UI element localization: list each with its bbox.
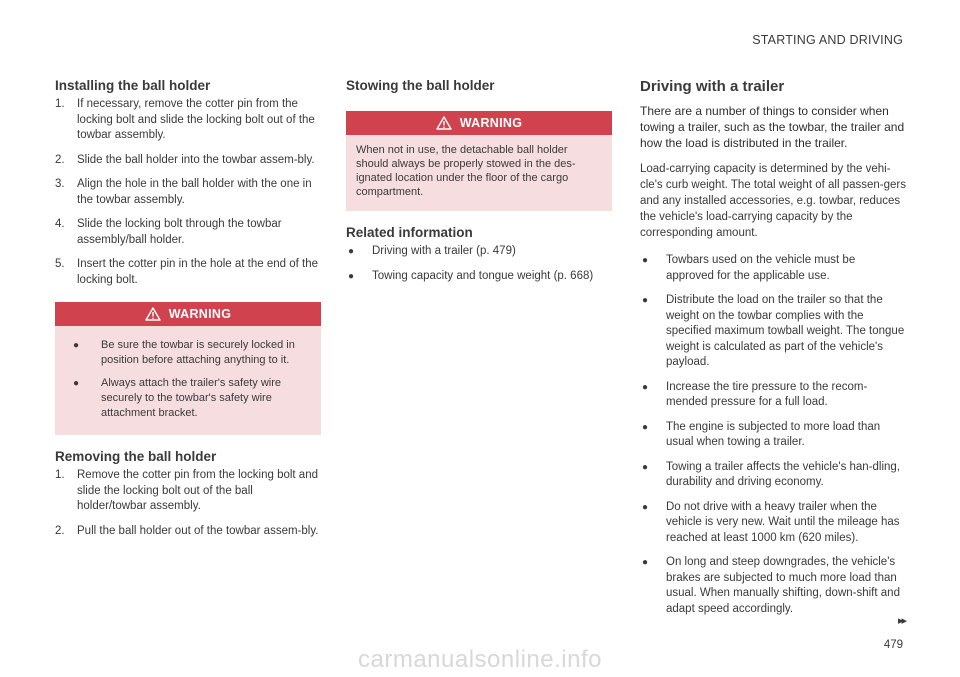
- section-title: STARTING AND DRIVING: [752, 33, 903, 47]
- driving-paragraph: Load-carrying capacity is determined by the vehi-cle's curb weight. The total weight of all passen-gers and any installed accessories, e.g. towbar, reduces the vehicle's load-carrying capacity by the corresponding amount.: [640, 163, 906, 239]
- warning-triangle-icon: [436, 116, 452, 130]
- driving-bullet-text: Towbars used on the vehicle must be approved for the applicable use.: [666, 254, 856, 282]
- list-item: [55, 177, 321, 208]
- list-item: [55, 217, 321, 248]
- related-heading: Related information: [346, 225, 473, 240]
- warning-label: WARNING: [459, 116, 523, 130]
- step-number: 4.: [55, 218, 65, 230]
- watermark: carmanualsonline.info: [358, 646, 602, 673]
- list-item: [55, 97, 321, 144]
- bullet-dot: ●: [73, 378, 80, 389]
- warning-body: [55, 326, 321, 435]
- step-number: 3.: [55, 178, 65, 190]
- step-number: 2.: [55, 153, 65, 166]
- stowing-heading: Stowing the ball holder: [346, 78, 495, 93]
- warning-item-text: Always attach the trailer's safety wire securely to the towbar's safety wire attachment bracket.: [101, 377, 282, 419]
- step-number: 5.: [55, 258, 65, 270]
- list-item: [640, 500, 906, 547]
- warning-item-text: Be sure the towbar is securely locked in position before attaching anything to it.: [101, 339, 295, 366]
- driving-bullet-text: Increase the tire pressure to the recom-mended pressure for a full load.: [666, 380, 868, 408]
- step-text: Insert the cotter pin in the hole at the end of the locking bolt.: [77, 258, 319, 286]
- list-item: [640, 460, 906, 491]
- step-text: Pull the ball holder out of the towbar assem-bly.: [77, 524, 319, 537]
- list-item: [65, 376, 311, 421]
- step-text: If necessary, remove the cotter pin from the locking bolt and slide the locking bolt out of the towbar assembly.: [77, 98, 315, 141]
- driving-heading: Driving with a trailer: [640, 78, 785, 95]
- bullet-dot: ●: [642, 557, 649, 568]
- installing-steps: [55, 97, 321, 288]
- step-text: Slide the locking bolt through the towbar assembly/ball holder.: [77, 218, 282, 246]
- column-right: [640, 78, 906, 626]
- step-text: Slide the ball holder into the towbar assem-bly.: [77, 153, 315, 166]
- page-number: 479: [883, 639, 903, 651]
- warning-box-towbar: [55, 302, 321, 435]
- step-text: Remove the cotter pin from the locking bolt and slide the locking bolt out of the ball holder/towbar assembly.: [77, 469, 318, 512]
- driving-bullets: [640, 253, 906, 617]
- list-item: [55, 524, 321, 540]
- list-item: [55, 468, 321, 515]
- list-item: [640, 420, 906, 451]
- warning-triangle-icon: [145, 307, 161, 321]
- bullet-dot: ●: [73, 340, 80, 351]
- list-item: [346, 244, 612, 260]
- list-item: [640, 380, 906, 411]
- driving-bullet-text: Distribute the load on the trailer so that the weight on the towbar complies with the specified maximum towball weight. The tongue weight is calculated as part of the vehicle's payload.: [666, 294, 905, 368]
- driving-bullet-text: Towing a trailer affects the vehicle's han-dling, durability and driving economy.: [666, 460, 901, 488]
- step-number: 2.: [55, 524, 65, 537]
- list-item: [640, 293, 906, 371]
- related-link-driving-with-trailer[interactable]: Driving with a trailer (p. 479): [372, 245, 516, 257]
- list-item: [65, 338, 311, 368]
- list-item: [346, 269, 612, 285]
- driving-intro: There are a number of things to consider when towing a trailer, such as the towbar, the trailer and how the load is distributed in the trailer.: [640, 104, 905, 150]
- related-link-towing-capacity[interactable]: Towing capacity and tongue weight (p. 668): [372, 269, 594, 282]
- related-links: [346, 244, 612, 284]
- installing-heading: Installing the ball holder: [55, 78, 211, 93]
- warning-header: [55, 302, 321, 326]
- bullet-dot: ●: [642, 421, 649, 433]
- bullet-dot: ●: [642, 501, 649, 513]
- bullet-dot: ●: [348, 246, 355, 257]
- warning-label: WARNING: [168, 307, 232, 321]
- warning-header: [346, 111, 612, 135]
- driving-bullet-text: Do not drive with a heavy trailer when the vehicle is very new. Wait until the mileage has reached at least 1000 km (620 miles).: [666, 500, 900, 544]
- list-item: [55, 257, 321, 288]
- removing-heading: Removing the ball holder: [55, 449, 217, 464]
- list-item: [640, 253, 906, 284]
- continue-arrow-icon: ▸▸: [897, 615, 905, 627]
- step-number: 1.: [55, 98, 65, 110]
- list-item: [55, 153, 321, 169]
- bullet-dot: ●: [348, 270, 355, 282]
- bullet-dot: ●: [642, 461, 649, 473]
- warning-text: When not in use, the detachable ball holder should always be properly stowed in the des-ignated location under the floor of the cargo compartment.: [356, 144, 576, 198]
- step-number: 1.: [55, 469, 65, 481]
- warning-box-stowing: [346, 111, 612, 211]
- driving-bullet-text: The engine is subjected to more load than usual when towing a trailer.: [666, 420, 881, 448]
- column-left: [55, 78, 321, 548]
- warning-list: [65, 338, 311, 421]
- removing-steps: [55, 468, 321, 539]
- column-middle: [346, 78, 612, 293]
- driving-bullet-text: On long and steep downgrades, the vehicle's brakes are subjected to much more load than usual. When manually shifting, down-shift and adapt speed accordingly.: [666, 556, 900, 615]
- bullet-dot: ●: [642, 381, 649, 393]
- warning-body: [346, 135, 612, 211]
- step-text: Align the hole in the ball holder with the one in the towbar assembly.: [77, 178, 312, 206]
- bullet-dot: ●: [642, 295, 649, 306]
- list-item: [640, 555, 906, 617]
- bullet-dot: ●: [642, 255, 649, 266]
